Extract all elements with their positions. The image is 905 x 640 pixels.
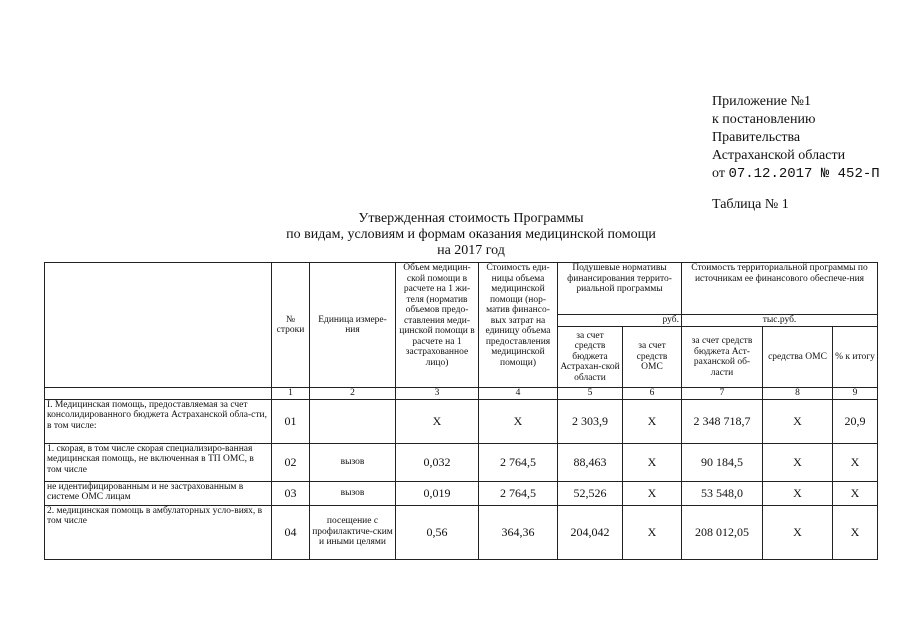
header-unit: Единица измере-ния xyxy=(310,263,396,388)
appendix-block xyxy=(712,93,880,183)
header-territorial-cost: Стоимость территориальной программы по источникам ее финансового обеспече-ния xyxy=(682,263,878,315)
row-oms-cost: Х xyxy=(763,505,833,559)
table-row xyxy=(45,399,878,443)
row-volume: 0,032 xyxy=(396,443,479,481)
appendix-date-prefix: от xyxy=(712,166,725,181)
column-number: 7 xyxy=(682,388,763,400)
row-oms-per-capita: Х xyxy=(623,481,682,505)
title-line-1: Утвержденная стоимость Программы xyxy=(358,211,584,226)
row-unit xyxy=(310,399,396,443)
appendix-date-number: 07.12.2017 № 452-П xyxy=(728,166,880,182)
row-unit-cost: 2 764,5 xyxy=(479,481,558,505)
column-number: 4 xyxy=(479,388,558,400)
row-budget-per-capita: 2 303,9 xyxy=(558,399,623,443)
header-budget-astrakhan: за счет средств бюджета Астрахан-ской области xyxy=(558,327,623,388)
row-number: 01 xyxy=(272,399,310,443)
title-line-3: на 2017 год xyxy=(437,243,505,258)
header-per-capita: Подушевые нормативы финансирования террито-риальной программы xyxy=(558,263,682,315)
row-budget-per-capita: 52,526 xyxy=(558,481,623,505)
column-number: 8 xyxy=(763,388,833,400)
row-volume: 0,019 xyxy=(396,481,479,505)
row-unit-cost: 2 764,5 xyxy=(479,443,558,481)
row-number: 02 xyxy=(272,443,310,481)
column-number-cell xyxy=(45,388,272,400)
header-percent-total: % к итогу xyxy=(833,327,878,388)
appendix-line-5 xyxy=(712,165,880,183)
row-name: не идентифицированным и не застрахованным в системе ОМС лицам xyxy=(45,481,272,505)
header-unit-cost: Стоимость еди-ницы объема медицинской помощи (нор-матив финансо-вых затрат на единицу объема предоставления медицинской помощи) xyxy=(479,263,558,388)
row-budget-cost: 2 348 718,7 xyxy=(682,399,763,443)
row-unit-cost: Х xyxy=(479,399,558,443)
row-oms-cost: Х xyxy=(763,481,833,505)
header-oms-funds-2: средства ОМС xyxy=(763,327,833,388)
table-row xyxy=(45,443,878,481)
row-oms-cost: Х xyxy=(763,399,833,443)
row-oms-per-capita: Х xyxy=(623,399,682,443)
row-number: 04 xyxy=(272,505,310,559)
row-percent: Х xyxy=(833,481,878,505)
table-row xyxy=(45,505,878,559)
row-unit-cost: 364,36 xyxy=(479,505,558,559)
row-name: I. Медицинская помощь, предоставляемая за счет консолидированного бюджета Астраханской обла-сти, в том числе: xyxy=(45,399,272,443)
row-percent: 20,9 xyxy=(833,399,878,443)
title-line-2: по видам, условиям и формам оказания медицинской помощи xyxy=(286,227,656,242)
row-oms-per-capita: Х xyxy=(623,505,682,559)
column-number: 6 xyxy=(623,388,682,400)
header-budget-astrakhan-2: за счет средств бюджета Аст-раханской об-ласти xyxy=(682,327,763,388)
appendix-line-4: Астраханской области xyxy=(712,148,846,163)
header-unit-thousand-rub: тыс.руб. xyxy=(682,315,878,327)
row-budget-cost: 208 012,05 xyxy=(682,505,763,559)
column-number: 5 xyxy=(558,388,623,400)
column-number: 3 xyxy=(396,388,479,400)
appendix-line-2: к постановлению xyxy=(712,112,816,127)
appendix-line-1: Приложение №1 xyxy=(712,94,811,109)
row-percent: Х xyxy=(833,443,878,481)
column-number: 9 xyxy=(833,388,878,400)
program-cost-table xyxy=(44,262,878,560)
row-percent: Х xyxy=(833,505,878,559)
row-volume: 0,56 xyxy=(396,505,479,559)
row-oms-per-capita: Х xyxy=(623,443,682,481)
column-number: 2 xyxy=(310,388,396,400)
header-volume: Объем медицин-ской помощи в расчете на 1 жи-теля (норматив объемов предо-ставления меди-цинской помощи в расчете на 1 застрахованное лицо) xyxy=(396,263,479,388)
document-title xyxy=(236,211,706,259)
header-row-1 xyxy=(45,263,878,315)
column-number-row xyxy=(45,388,878,400)
table-row xyxy=(45,481,878,505)
row-budget-cost: 90 184,5 xyxy=(682,443,763,481)
row-name: 1. скорая, в том числе скорая специализиро-ванная медицинская помощь, не включенная в ТП ОМС, в том числе xyxy=(45,443,272,481)
header-row-number: № строки xyxy=(272,263,310,388)
row-budget-per-capita: 204,042 xyxy=(558,505,623,559)
row-unit: вызов xyxy=(310,443,396,481)
appendix-line-3: Правительства xyxy=(712,130,801,145)
header-name-cell xyxy=(45,263,272,388)
row-unit: вызов xyxy=(310,481,396,505)
header-unit-rub: руб. xyxy=(558,315,682,327)
column-number: 1 xyxy=(272,388,310,400)
row-oms-cost: Х xyxy=(763,443,833,481)
row-volume: Х xyxy=(396,399,479,443)
row-budget-per-capita: 88,463 xyxy=(558,443,623,481)
row-budget-cost: 53 548,0 xyxy=(682,481,763,505)
table-number: Таблица № 1 xyxy=(712,197,789,212)
header-oms-funds: за счет средств ОМС xyxy=(623,327,682,388)
row-name: 2. медицинская помощь в амбулаторных усло-виях, в том числе xyxy=(45,505,272,559)
row-unit: посещение с профилактиче-ским и иными целями xyxy=(310,505,396,559)
row-number: 03 xyxy=(272,481,310,505)
